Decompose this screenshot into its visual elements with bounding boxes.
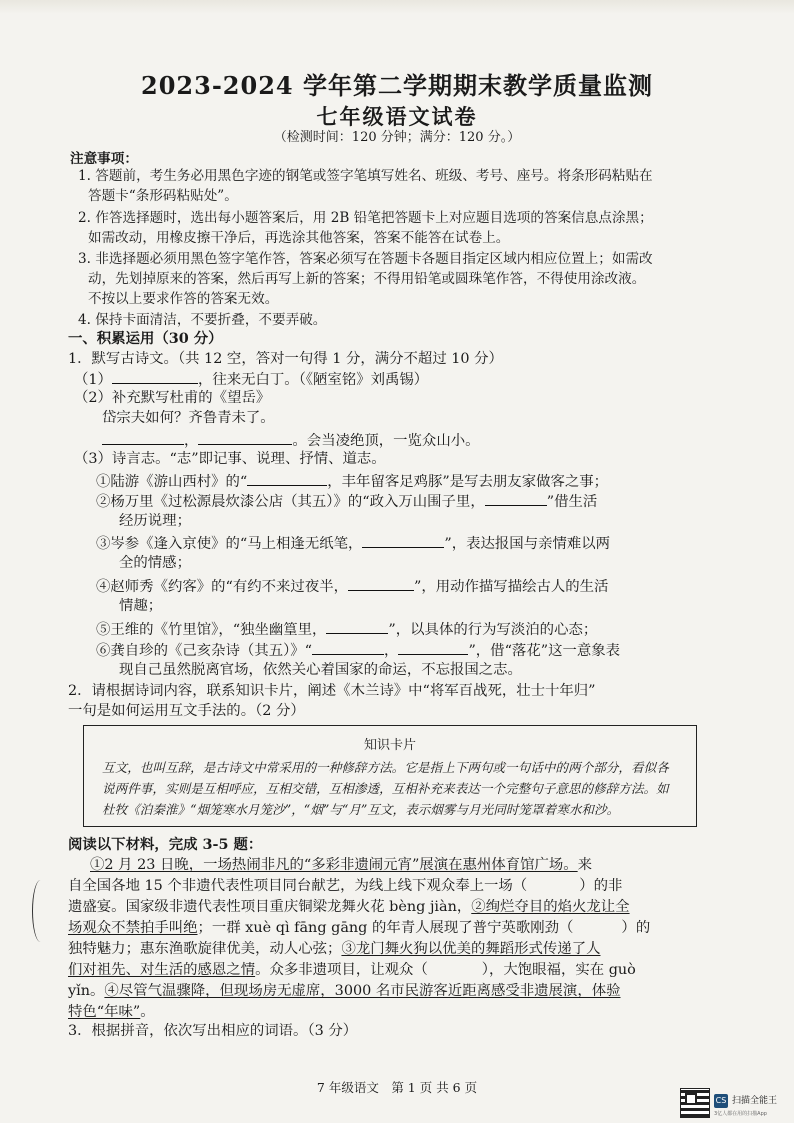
notice-line: 4. 保持卡面清洁，不要折叠，不要弄破。 — [78, 312, 327, 328]
badge-label: 扫描全能王 — [732, 1096, 778, 1106]
answer-blank[interactable] — [326, 619, 388, 634]
question-item-cont: 经历说理； — [119, 513, 191, 529]
passage-line: 自全国各地 15 个非遗代表性项目同台献艺，为线上线下观众奉上一场（ ）的非 — [68, 878, 623, 894]
question-1-2: （2）补充默写杜甫的《望岳》 — [74, 390, 271, 406]
answer-blank[interactable] — [362, 533, 444, 548]
question-1-3: （3）诗言志。“志”即记事、说理、抒情、道志。 — [74, 451, 386, 467]
question-3: 3．根据拼音，依次写出相应的词语。（3 分） — [68, 1023, 358, 1039]
answer-blank[interactable] — [112, 369, 198, 384]
passage-line: ①2 月 23 日晚，一场热闹非凡的“多彩非遗闹元宵”展演在惠州体育馆广场。来 — [90, 857, 593, 873]
exam-subtitle: 七年级语文试卷 — [316, 104, 478, 129]
question-1: 1．默写古诗文。（共 12 空，答对一句得 1 分，满分不超过 10 分） — [68, 351, 503, 367]
passage-line: 场观众不禁拍手叫绝；一群 xuè qì fāng gāng 的年青人展现了普宁英歌刚劲（ ）的 — [68, 920, 651, 936]
notice-heading: 注意事项： — [70, 151, 138, 167]
question-item: ⑤王维的《竹里馆》，“独坐幽篁里， ”，以具体的行为写淡泊的心态； — [96, 619, 756, 639]
question-2: 2．请根据诗词内容，联系知识卡片，阐述《木兰诗》中“将军百战死，壮士十年归” — [68, 683, 596, 699]
badge-sub: 3亿人都在用的扫描App — [714, 1111, 767, 1117]
card-text: 互文，也叫互辞，是古诗文中常采用的一种修辞方法。它是指上下两句或一句话中的两个部分，看似各说两件事，实则是互相呼应，互相交错，互相渗透，互相补充来表达一个完整句子意思的修辞方法。如杜牧《泊秦淮》“烟笼寒水月笼沙”，“烟”与“月”互文，表示烟雾与月光同时笼罩着寒水和沙。 — [102, 760, 669, 817]
qr-code-icon — [680, 1088, 710, 1118]
answer-blank[interactable] — [312, 640, 384, 655]
exam-meta: （检测时间：120 分钟；满分：120 分。） — [273, 130, 521, 145]
notice-line: 动，先划掉原来的答案，然后再写上新的答案；不得用铅笔或圆珠笔作答，不得使用涂改液。 — [88, 271, 646, 287]
passage-line: 特色“年味”。 — [68, 1004, 155, 1020]
answer-blank[interactable] — [198, 430, 292, 445]
notice-line: 2. 作答选择题时，选出每小题答案后，用 2B 铅笔把答题卡上对应题目选项的答案信息点涂黑； — [78, 210, 653, 226]
passage-line: 独特魅力；惠东渔歌旋律优美，动人心弦；③龙门舞火狗以优美的舞蹈形式传递了人 — [68, 941, 601, 957]
passage-line: 遗盛宴。国家级非遗代表性项目重庆铜梁龙舞火花 bèng jiàn，②绚烂夺目的焰火龙让全 — [68, 899, 630, 915]
notice-line: 3. 非选择题必须用黑色签字笔作答，答案必须写在答题卡各题目指定区域内相应位置上；如需改 — [78, 251, 653, 267]
question-item-cont: 现自己虽然脱离官场，依然关心着国家的命运，不忘报国之志。 — [119, 662, 522, 678]
answer-blank[interactable] — [398, 640, 468, 655]
scanner-badge — [680, 1086, 782, 1122]
question-item: ③岑参《逢入京使》的“马上相逢无纸笔， ”，表达报国与亲情难以两 — [96, 533, 756, 553]
question-1-1: （1） ，往来无白丁。（《陋室铭》刘禹锡） — [74, 369, 734, 389]
notice-line: 如需改动，用橡皮擦干净后，再选涂其他答案，答案不能答在试卷上。 — [88, 230, 510, 246]
question-item-cont: 情趣； — [119, 598, 163, 614]
notice-line: 答题卡“条形码粘贴处”。 — [88, 188, 238, 204]
answer-blank[interactable] — [102, 430, 184, 445]
passage-line: 们对祖先、对生活的感恩之情。众多非遗项目，让观众（ ），大饱眼福，实在 guò — [68, 962, 636, 978]
answer-blank[interactable] — [485, 491, 547, 506]
knowledge-card — [83, 725, 697, 827]
answer-blank[interactable] — [348, 576, 414, 591]
answer-blank[interactable] — [247, 471, 327, 486]
poem-line: ， 。会当凌绝顶，一览众山小。 — [102, 430, 762, 450]
exam-title: 2023-2024 学年第二学期期末教学质量监测 — [141, 71, 653, 100]
notice-line: 1. 答题前，考生务必用黑色字迹的钢笔或签字笔填写姓名、班级、考号、座号。将条形码粘贴在 — [78, 168, 653, 184]
handwritten-bracket — [32, 880, 49, 942]
camscanner-logo-icon: CS — [714, 1094, 728, 1108]
question-item: ②杨万里《过松源晨炊漆公店（其五）》的“政入万山围子里， ”借生活 — [96, 491, 756, 511]
passage-line: yǐn。④尽管气温骤降，但现场房无虚席，3000 名市民游客近距离感受非遗展演，体验 — [68, 983, 621, 999]
question-item: ④赵师秀《约客》的“有约不来过夜半， ”，用动作描写描绘古人的生活 — [96, 576, 756, 596]
question-item-cont: 全的情感； — [119, 555, 191, 571]
section-heading: 一、积累运用（30 分） — [68, 330, 223, 347]
reading-heading: 阅读以下材料，完成 3-5 题： — [68, 836, 263, 853]
page-footer: 7 年级语文 第 1 页 共 6 页 — [316, 1080, 478, 1095]
poem-line: 岱宗夫如何？齐鲁青未了。 — [102, 410, 275, 426]
question-2-cont: 一句是如何运用互文手法的。（2 分） — [68, 703, 305, 719]
notice-line: 不按以上要求作答的答案无效。 — [88, 291, 279, 307]
question-item: ①陆游《游山西村》的“ ，丰年留客足鸡豚”是写去朋友家做客之事； — [96, 471, 756, 491]
card-title: 知识卡片 — [363, 738, 416, 753]
scan-edge — [0, 0, 794, 14]
question-item: ⑥龚自珍的《己亥杂诗（其五）》“ ， ”，借“落花”这一意象表 — [96, 640, 756, 660]
